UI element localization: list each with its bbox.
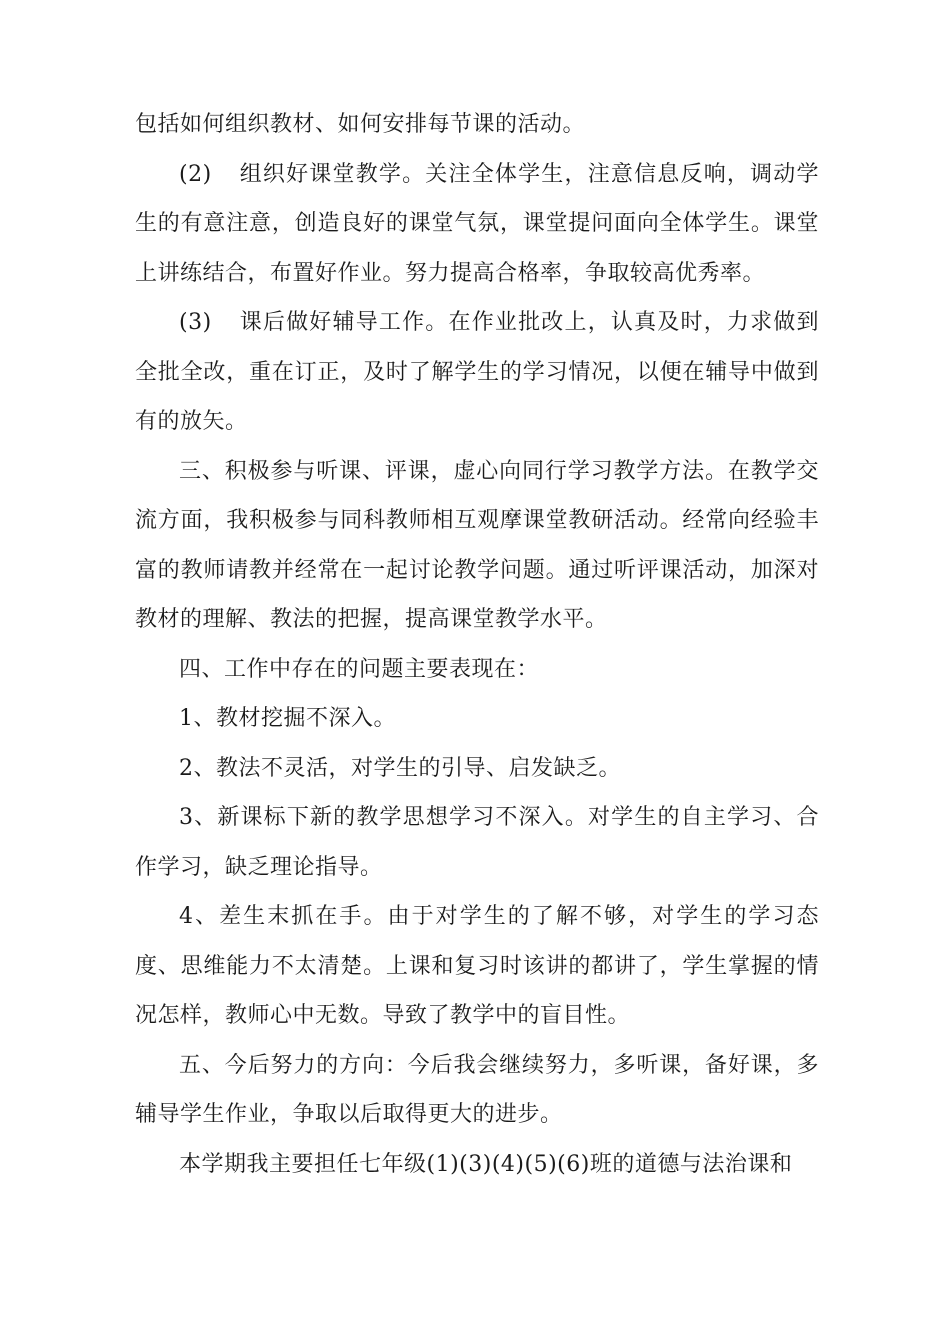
paragraph-1: 包括如何组织教材、如何安排每节课的活动。: [135, 112, 586, 137]
list-number-2: (2): [179, 161, 212, 187]
list-number-3: (3): [179, 310, 212, 335]
paragraph-final: 本学期我主要担任七年级(1)(3)(4)(5)(6)班的道德与法治课和: [179, 1151, 793, 1177]
list-item-1: 1、教材挖掘不深入。: [179, 706, 396, 731]
paragraph-section-5: 五、今后努力的方向：今后我会继续努力，多听课，备好课，多辅导学生作业，争取以后取得更大的进步。: [135, 1052, 819, 1127]
list-item-3: 3、新课标下新的教学思想学习不深入。对学生的自主学习、合作学习，缺乏理论指导。: [135, 805, 819, 880]
paragraph-section-4-heading: 四、工作中存在的问题主要表现在：: [179, 656, 540, 682]
document-body: [135, 100, 819, 1189]
list-item-2: 2、教法不灵活，对学生的引导、启发缺乏。: [179, 755, 621, 781]
paragraph-3: [135, 298, 819, 447]
paragraph-2: [135, 150, 819, 299]
list-item-4: 4、差生末抓在手。由于对学生的了解不够，对学生的学习态度、思维能力不太清楚。上课和复习时该讲的都讲了，学生掌握的情况怎样，教师心中无数。导致了教学中的盲目性。: [135, 904, 819, 1028]
paragraph-2-text: 组织好课堂教学。关注全体学生，注意信息反响，调动学生的有意注意，创造良好的课堂气氛，课堂提问面向全体学生。课堂上讲练结合，布置好作业。努力提高合格率，争取较高优秀率。: [135, 161, 819, 286]
paragraph-section-3: 三、积极参与听课、评课，虚心向同行学习教学方法。在教学交流方面，我积极参与同科教师相互观摩课堂教研活动。经常向经验丰富的教师请教并经常在一起讨论教学问题。通过听评课活动，加深对教材的理解、教法的把握，提高课堂教学水平。: [135, 458, 819, 632]
paragraph-3-text: 课后做好辅导工作。在作业批改上，认真及时，力求做到全批全改，重在订正，及时了解学生的学习情况，以便在辅导中做到有的放矢。: [135, 310, 819, 434]
